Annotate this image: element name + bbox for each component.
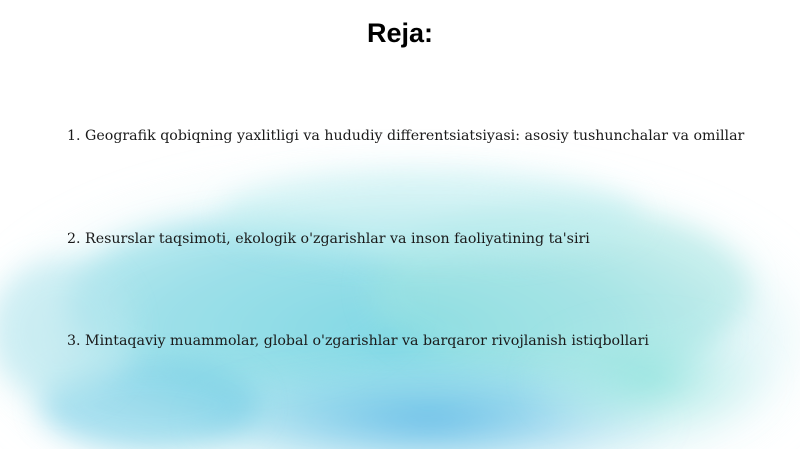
plan-item-3: 3. Mintaqaviy muammolar, global o'zgarishlar va barqaror rivojlanish istiqbollari [67, 333, 649, 349]
plan-item-2: 2. Resurslar taqsimoti, ekologik o'zgarishlar va inson faoliyatining ta'siri [67, 231, 590, 247]
plan-item-1: 1. Geografik qobiqning yaxlitligi va hududiy differentsiatsiyasi: asosiy tushunchalar va omillar [67, 128, 745, 144]
slide-title: Reja: [366, 18, 434, 48]
